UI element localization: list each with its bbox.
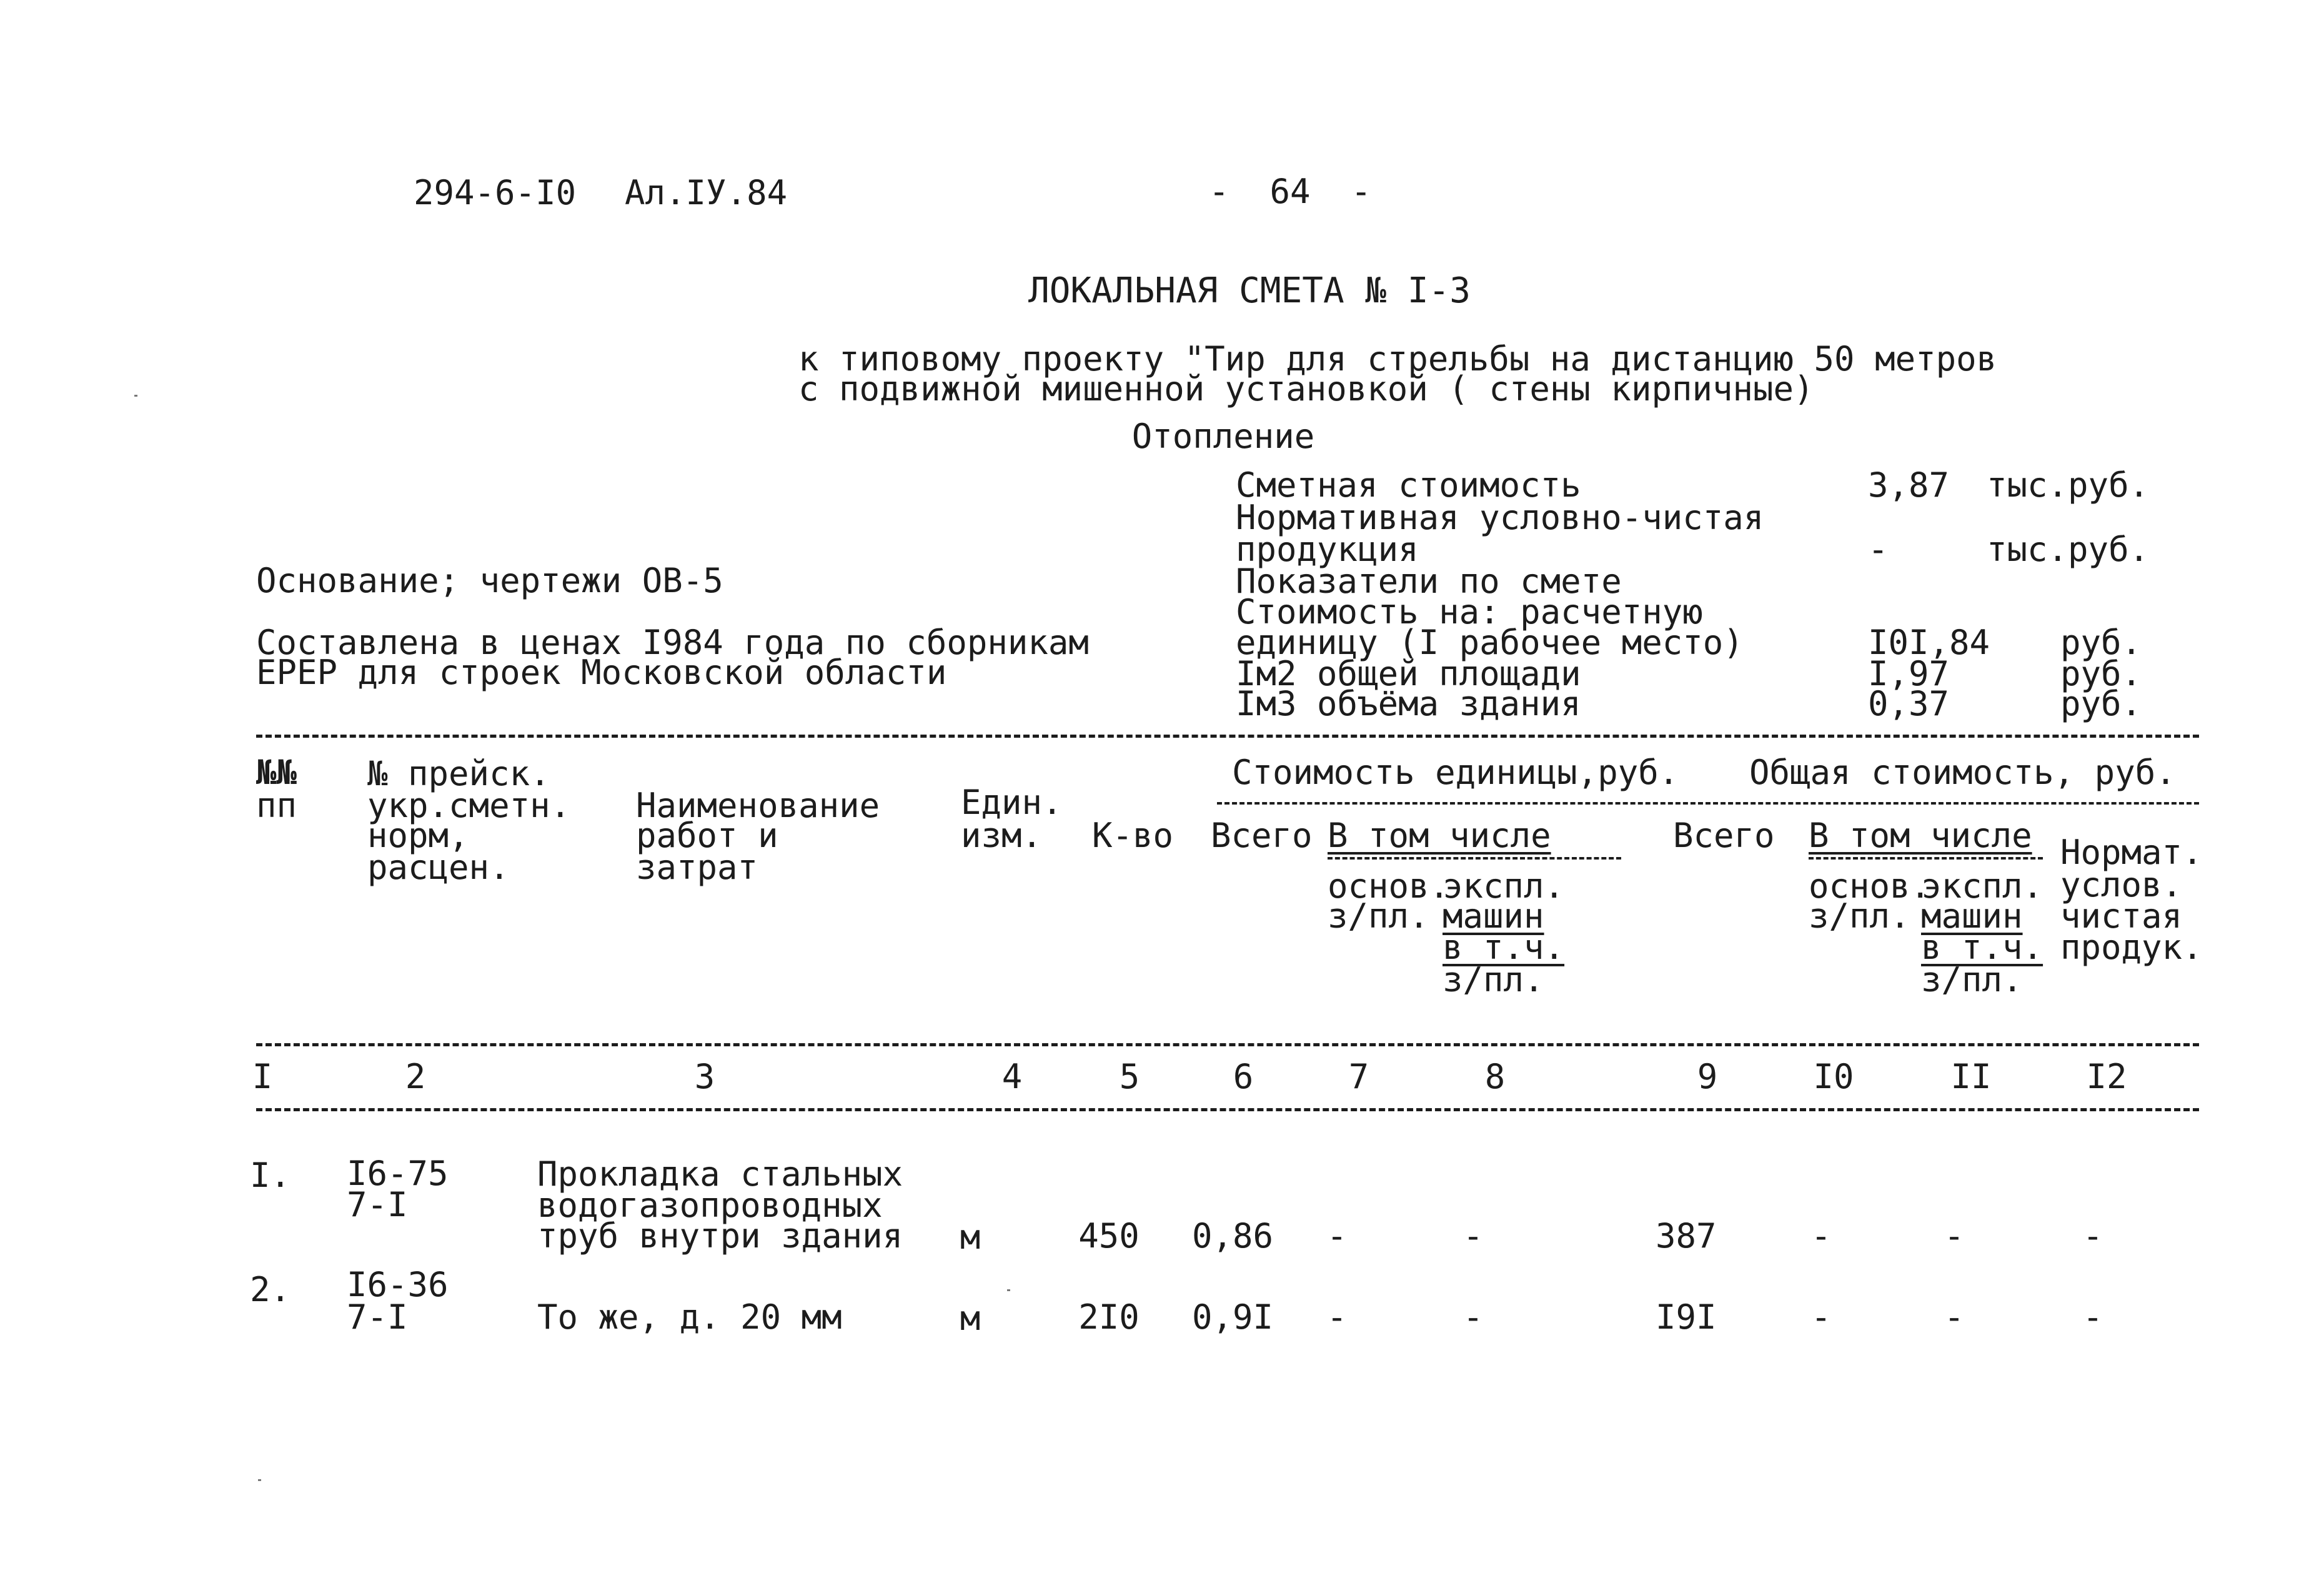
col-num-header-2: пп	[256, 786, 297, 825]
col-name-header-3: затрат	[636, 848, 758, 887]
table-top-rule	[256, 735, 2199, 738]
total-incl-header: В том числе	[1809, 816, 2032, 855]
indicators-label: Показатели по смете	[1236, 562, 1622, 601]
col-num-header-1: №№	[256, 753, 297, 792]
row-unit-machines: -	[1462, 1297, 1484, 1337]
col-total-mach-header-4: з/пл.	[1921, 960, 2023, 999]
estimated-cost-label: Сметная стоимость	[1236, 465, 1581, 505]
row-code-2: 7-I	[347, 1185, 408, 1224]
cost-per-unit: руб.	[2060, 623, 2142, 662]
row-name-line: водогазопроводных	[537, 1186, 883, 1225]
row-quantity: 450	[1078, 1216, 1140, 1256]
col-number: 2	[405, 1057, 426, 1096]
col-normative-header-4: продук.	[2060, 928, 2203, 967]
row-unit: м	[960, 1299, 981, 1338]
row-unit-total: 0,9I	[1192, 1297, 1274, 1337]
col-unit-mach-header-1: экспл.	[1443, 866, 1565, 906]
col-number-bottom-rule	[256, 1108, 2199, 1111]
total-incl-rule	[1809, 857, 2043, 860]
col-unit-mach-header-4: з/пл.	[1443, 960, 1544, 999]
col-unit-wage-header-1: основ.	[1328, 866, 1450, 906]
row-normative: -	[2082, 1297, 2103, 1337]
row-total-machines: -	[1944, 1297, 1965, 1337]
col-number: 7	[1348, 1057, 1369, 1096]
cost-per-label-2: единицу (I рабочее место)	[1236, 623, 1744, 662]
unit-incl-header: В том числе	[1328, 816, 1551, 855]
row-unit: м	[960, 1217, 981, 1257]
volume-value: 0,37	[1868, 684, 1950, 723]
col-total-mach-header-3: в т.ч.	[1921, 928, 2043, 967]
col-number: 4	[1001, 1057, 1023, 1096]
col-number: I0	[1813, 1057, 1854, 1096]
row-unit-wage: -	[1326, 1297, 1348, 1337]
col-code-header-4: расцен.	[367, 848, 510, 887]
col-total-mach-header-1: экспл.	[1921, 866, 2043, 906]
col-name-header-1: Наименование	[636, 786, 880, 825]
col-number: I2	[2086, 1057, 2127, 1096]
col-number: I	[252, 1057, 273, 1096]
total-cost-group-header: Общая стоимость, руб.	[1749, 753, 2176, 792]
col-normative-header-1: Нормат.	[2060, 833, 2203, 872]
col-code-header-3: норм,	[367, 816, 469, 855]
col-unit-mach-header-2: машин	[1443, 896, 1544, 936]
row-total-wage: -	[1810, 1216, 1832, 1256]
row-unit-wage: -	[1326, 1216, 1348, 1256]
col-unit-header-1: Един.	[961, 783, 1063, 822]
row-code-1: I6-75	[347, 1154, 449, 1193]
normative-value: -	[1868, 530, 1889, 569]
col-name-header-2: работ и	[636, 816, 778, 855]
scan-speck	[134, 395, 137, 397]
normative-label-1: Нормативная условно-чистая	[1236, 498, 1764, 537]
row-code-2: 7-I	[347, 1297, 408, 1337]
row-number: 2.	[250, 1270, 291, 1309]
unit-incl-rule	[1328, 857, 1621, 860]
header-bottom-rule	[256, 1043, 2199, 1046]
page-number: - 64 -	[1208, 172, 1372, 211]
document-code: 294-6-I0	[414, 173, 577, 212]
row-normative: -	[2082, 1216, 2103, 1256]
col-number: 8	[1484, 1057, 1506, 1096]
row-name-line: То же, д. 20 мм	[537, 1297, 842, 1337]
group-divider-rule	[1217, 802, 2199, 805]
basis-drawings: Основание; чертежи ОВ-5	[256, 561, 723, 600]
col-unit-total-header: Всего	[1211, 816, 1313, 855]
row-code-1: I6-36	[347, 1265, 449, 1304]
volume-label: Iм3 объёма здания	[1236, 684, 1581, 723]
col-total-mach-header-2: машин	[1921, 896, 2023, 936]
section-title: Отопление	[1131, 417, 1315, 456]
row-total-wage: -	[1810, 1297, 1832, 1337]
unit-cost-group-header: Стоимость единицы,руб.	[1232, 753, 1679, 792]
col-number: 9	[1697, 1057, 1718, 1096]
row-quantity: 2I0	[1078, 1297, 1140, 1337]
scan-speck	[1007, 1289, 1010, 1291]
estimated-cost-value: 3,87	[1868, 465, 1950, 505]
row-number: I.	[250, 1156, 291, 1195]
row-name-line: труб внутри здания	[537, 1216, 903, 1256]
area-value: I,97	[1868, 654, 1950, 693]
row-name-line: Прокладка стальных	[537, 1154, 903, 1194]
col-total-wage-header-2: з/пл.	[1809, 896, 1910, 936]
row-total-machines: -	[1944, 1216, 1965, 1256]
volume-unit: руб.	[2060, 684, 2142, 723]
col-normative-header-3: чистая	[2060, 896, 2183, 936]
project-line-2: с подвижной мишенной установкой ( стены кирпичные)	[798, 369, 1814, 409]
col-number: II	[1950, 1057, 1992, 1096]
row-unit-machines: -	[1462, 1216, 1484, 1256]
album-number: Ал.IУ.84	[625, 173, 788, 212]
col-number: 5	[1119, 1057, 1140, 1096]
estimate-title: ЛОКАЛЬНАЯ СМЕТА № I-3	[1028, 270, 1471, 311]
area-label: Iм2 общей площади	[1236, 654, 1581, 693]
col-total-header: Всего	[1673, 816, 1775, 855]
col-code-header-1: № прейск.	[367, 754, 550, 793]
area-unit: руб.	[2060, 654, 2142, 693]
project-line-1: к типовому проекту "Тир для стрельбы на дистанцию 50 метров	[798, 339, 1997, 379]
col-number: 6	[1233, 1057, 1254, 1096]
col-code-header-2: укр.сметн.	[367, 786, 571, 825]
col-unit-wage-header-2: з/пл.	[1328, 896, 1429, 936]
col-qty-header: К-во	[1092, 816, 1174, 855]
col-unit-mach-header-3: в т.ч.	[1443, 928, 1565, 967]
row-total: I9I	[1656, 1297, 1717, 1337]
col-number: 3	[694, 1057, 715, 1096]
normative-label-2: продукция	[1236, 530, 1419, 569]
estimated-cost-unit: тыс.руб.	[1987, 465, 2150, 505]
basis-prices-1: Составлена в ценах I984 года по сборникам	[256, 623, 1089, 662]
col-unit-header-2: изм.	[961, 816, 1043, 855]
scan-speck	[258, 1479, 261, 1481]
cost-per-value: I0I,84	[1868, 623, 1990, 662]
col-total-wage-header-1: основ.	[1809, 866, 1931, 906]
row-unit-total: 0,86	[1192, 1216, 1274, 1256]
col-normative-header-2: услов.	[2060, 865, 2183, 905]
cost-per-label-1: Стоимость на: расчетную	[1236, 592, 1703, 632]
row-total: 387	[1656, 1216, 1717, 1256]
basis-prices-2: ЕРЕР для строек Московской области	[256, 653, 947, 692]
normative-unit: тыс.руб.	[1987, 530, 2150, 569]
